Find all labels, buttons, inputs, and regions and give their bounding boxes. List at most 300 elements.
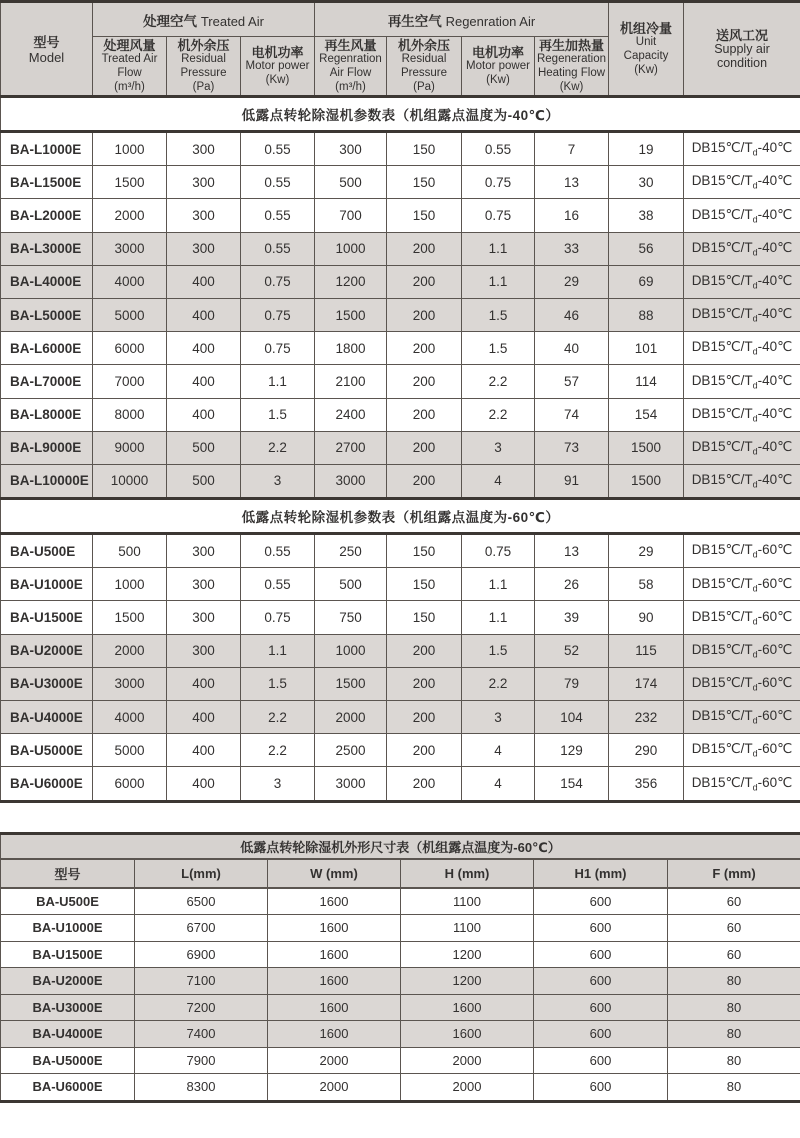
dimension-model-cell: BA-U4000E: [1, 1021, 135, 1048]
supply-suffix: -40℃: [757, 372, 793, 388]
supply-prefix: DB15℃/T: [691, 273, 753, 288]
value-cell: 9000: [93, 431, 167, 464]
dimension-value-cell: 80: [668, 1047, 800, 1074]
value-cell: 0.75: [241, 601, 315, 634]
dimension-value-cell: 600: [534, 994, 668, 1021]
value-cell: 29: [609, 534, 684, 568]
sub-column-header: [535, 37, 609, 97]
value-cell: 300: [167, 132, 241, 166]
value-cell: 7000: [93, 365, 167, 398]
dimension-value-cell: 1600: [268, 994, 401, 1021]
sub-column-header: [462, 37, 535, 97]
sub-header-en2: Air Flow: [329, 66, 372, 79]
value-cell: 150: [387, 199, 462, 232]
value-cell: 38: [609, 199, 684, 232]
value-cell: 91: [535, 464, 609, 498]
supply-subscript: d: [752, 782, 758, 793]
dimension-value-cell: 1100: [401, 915, 534, 942]
value-cell: 200: [387, 398, 462, 431]
supply-prefix: DB15℃/T: [691, 675, 753, 691]
value-cell: 300: [167, 601, 241, 634]
supply-prefix: DB15℃/T: [691, 641, 753, 657]
supply-subscript: d: [752, 583, 758, 594]
value-cell: 13: [535, 534, 609, 568]
value-cell: 13: [535, 166, 609, 199]
value-cell: 79: [535, 667, 609, 700]
sub-column-header: [387, 37, 462, 97]
supply-subscript: d: [752, 147, 758, 158]
dimension-value-cell: 600: [534, 1047, 668, 1074]
dimension-value-cell: 6500: [135, 888, 268, 915]
value-cell: 74: [535, 398, 609, 431]
value-cell: 0.55: [462, 132, 535, 166]
value-cell: 2.2: [462, 365, 535, 398]
value-cell: 1.1: [462, 601, 535, 634]
value-cell: 3000: [315, 464, 387, 498]
value-cell: 0.55: [241, 199, 315, 232]
dimension-model-cell: BA-U3000E: [1, 994, 135, 1021]
supply-prefix: DB15℃/T: [691, 206, 753, 222]
dimension-value-cell: 8300: [135, 1074, 268, 1102]
value-cell: 200: [387, 365, 462, 398]
value-cell: 300: [315, 132, 387, 166]
model-cell: BA-U5000E: [1, 734, 93, 767]
value-cell: 0.55: [241, 132, 315, 166]
value-cell: 174: [609, 667, 684, 700]
supply-prefix: DB15℃/T: [691, 405, 753, 421]
model-cell: BA-U1000E: [1, 568, 93, 601]
value-cell: 1000: [315, 634, 387, 667]
model-cell: BA-U1500E: [1, 601, 93, 634]
dimension-table-row: [1, 1047, 800, 1074]
value-cell: 56: [609, 232, 684, 265]
value-cell: 500: [167, 431, 241, 464]
supply-prefix: DB15℃/T: [691, 306, 753, 322]
unit-capacity-en1: Unit: [635, 36, 657, 48]
value-cell: 26: [535, 568, 609, 601]
sub-column-header: [167, 37, 241, 97]
model-cell: BA-L2000E: [1, 199, 93, 232]
model-cell: BA-L6000E: [1, 332, 93, 365]
supply-subscript: d: [752, 247, 758, 258]
value-cell: 8000: [93, 398, 167, 431]
supply-suffix: -40℃: [757, 239, 793, 255]
dimension-value-cell: 600: [534, 1074, 668, 1102]
supply-condition-cell: [684, 166, 800, 199]
value-cell: 2000: [315, 701, 387, 734]
model-cell: BA-U2000E: [1, 634, 93, 667]
dimension-value-cell: 1100: [401, 888, 534, 915]
value-cell: 400: [167, 265, 241, 298]
value-cell: 400: [167, 365, 241, 398]
supply-condition-cell: [684, 398, 800, 431]
value-cell: 150: [387, 568, 462, 601]
value-cell: 150: [387, 132, 462, 166]
value-cell: 2.2: [241, 701, 315, 734]
value-cell: 4: [462, 767, 535, 801]
supply-condition-cell: [684, 431, 800, 464]
value-cell: 4000: [93, 265, 167, 298]
supply-condition-cell: [684, 667, 800, 700]
supply-suffix: -40℃: [757, 206, 793, 222]
value-cell: 4: [462, 464, 535, 498]
section-title: 低露点转轮除湿机参数表（机组露点温度为-60℃）: [1, 499, 800, 534]
model-cell: BA-L1500E: [1, 166, 93, 199]
sub-column-header: [315, 37, 387, 97]
treated-air-en: Treated Air: [200, 13, 264, 29]
value-cell: 2.2: [462, 398, 535, 431]
table-row: [1, 166, 800, 199]
sub-header-en1: Regeneration: [536, 53, 607, 65]
value-cell: 0.55: [241, 534, 315, 568]
value-cell: 2.2: [241, 431, 315, 464]
dimension-model-cell: BA-U1500E: [1, 941, 135, 968]
value-cell: 150: [387, 166, 462, 199]
value-cell: 200: [387, 667, 462, 700]
value-cell: 6000: [93, 332, 167, 365]
value-cell: 2.2: [462, 667, 535, 700]
value-cell: 10000: [93, 464, 167, 498]
supply-subscript: d: [752, 715, 758, 726]
sub-header-zh: 再生风量: [324, 38, 377, 53]
supply-condition-cell: [684, 298, 800, 331]
supply-condition-cell: [684, 199, 800, 232]
supply-condition-cell: [684, 232, 800, 265]
value-cell: 2500: [315, 734, 387, 767]
sub-header-en1: Motor power: [466, 59, 530, 72]
value-cell: 400: [167, 701, 241, 734]
sub-header-unit: (Kw): [486, 74, 510, 87]
supply-suffix: -40℃: [757, 306, 793, 322]
sub-header-en2: Pressure: [180, 66, 227, 79]
table-row: [1, 634, 800, 667]
group-header-regeneration-air: [315, 2, 609, 37]
dimension-value-cell: 80: [668, 1021, 800, 1048]
dimension-value-cell: 60: [668, 941, 800, 968]
sub-header-zh: 再生加热量: [539, 38, 605, 53]
supply-prefix: DB15℃/T: [691, 542, 753, 558]
value-cell: 200: [387, 634, 462, 667]
value-cell: 200: [387, 464, 462, 498]
dimension-value-cell: 1600: [268, 1021, 401, 1048]
table-row: [1, 568, 800, 601]
dimension-value-cell: 2000: [401, 1047, 534, 1074]
dimension-table-row: [1, 1074, 800, 1102]
value-cell: 2000: [93, 199, 167, 232]
dimension-value-cell: 600: [534, 888, 668, 915]
supply-subscript: d: [752, 313, 758, 324]
supply-suffix: -60℃: [757, 608, 793, 624]
supply-condition-cell: [684, 464, 800, 498]
value-cell: 0.55: [241, 232, 315, 265]
value-cell: 40: [535, 332, 609, 365]
value-cell: 1000: [93, 568, 167, 601]
model-cell: BA-U6000E: [1, 767, 93, 801]
value-cell: 2000: [93, 634, 167, 667]
table-row: [1, 667, 800, 700]
supply-subscript: d: [752, 446, 758, 457]
sub-header-unit: (Kw): [265, 74, 290, 87]
unit-capacity-en2: Capacity: [623, 49, 669, 62]
value-cell: 1.5: [241, 667, 315, 700]
value-cell: 400: [167, 667, 241, 700]
value-cell: 5000: [93, 298, 167, 331]
supply-condition-cell: [684, 734, 800, 767]
value-cell: 1.1: [241, 634, 315, 667]
value-cell: 1.5: [241, 398, 315, 431]
value-cell: 300: [167, 568, 241, 601]
value-cell: 400: [167, 767, 241, 801]
value-cell: 1.5: [462, 298, 535, 331]
supply-suffix: -40℃: [757, 472, 793, 488]
dimension-value-cell: 1600: [401, 1021, 534, 1048]
value-cell: 29: [535, 265, 609, 298]
dimension-value-cell: 600: [534, 941, 668, 968]
value-cell: 700: [315, 199, 387, 232]
dimension-value-cell: 1200: [401, 941, 534, 968]
dimension-value-cell: 600: [534, 915, 668, 942]
sub-header-zh: 电机功率: [471, 44, 524, 60]
dimension-table-row: [1, 968, 800, 995]
supply-condition-cell: [684, 365, 800, 398]
value-cell: 1.1: [462, 265, 535, 298]
dimension-model-cell: BA-U500E: [1, 888, 135, 915]
supply-subscript: d: [752, 347, 758, 358]
value-cell: 1.1: [462, 568, 535, 601]
model-cell: BA-U4000E: [1, 701, 93, 734]
dimension-model-cell: BA-U2000E: [1, 968, 135, 995]
dimension-value-cell: 80: [668, 1074, 800, 1102]
value-cell: 150: [387, 534, 462, 568]
model-cell: BA-L3000E: [1, 232, 93, 265]
dimension-value-cell: 1600: [268, 888, 401, 915]
section-title: 低露点转轮除湿机参数表（机组露点温度为-40℃）: [1, 97, 800, 132]
dimension-value-cell: 600: [534, 968, 668, 995]
sub-header-zh: 电机功率: [251, 44, 304, 60]
dimension-value-cell: 6900: [135, 941, 268, 968]
table-row: [1, 365, 800, 398]
supply-condition-cell: [684, 534, 800, 568]
value-cell: 1000: [315, 232, 387, 265]
value-cell: 0.55: [241, 166, 315, 199]
value-cell: 129: [535, 734, 609, 767]
regeneration-air-zh: 再生空气: [387, 13, 442, 29]
supply-subscript: d: [752, 280, 758, 291]
model-header-zh: 型号: [33, 34, 60, 50]
table-row: [1, 601, 800, 634]
dimension-value-cell: 6700: [135, 915, 268, 942]
supply-subscript: d: [752, 550, 758, 560]
dimension-table-row: [1, 1021, 800, 1048]
value-cell: 1000: [93, 132, 167, 166]
value-cell: 300: [167, 199, 241, 232]
dimension-column-header: 型号: [1, 859, 135, 888]
sub-header-zh: 机外余压: [397, 38, 450, 53]
value-cell: 4: [462, 734, 535, 767]
dimension-column-header: F (mm): [668, 859, 800, 888]
dimension-table: [0, 832, 800, 1103]
value-cell: 232: [609, 701, 684, 734]
value-cell: 6000: [93, 767, 167, 801]
model-cell: BA-L10000E: [1, 464, 93, 498]
column-header-model: [1, 2, 93, 97]
regeneration-air-en: Regenration Air: [445, 13, 536, 29]
supply-subscript: d: [752, 181, 758, 192]
value-cell: 58: [609, 568, 684, 601]
value-cell: 2400: [315, 398, 387, 431]
value-cell: 400: [167, 298, 241, 331]
value-cell: 3: [462, 431, 535, 464]
supply-suffix: -60℃: [757, 774, 793, 790]
value-cell: 2.2: [241, 734, 315, 767]
sub-header-en1: Regenration: [319, 53, 382, 65]
sub-header-unit: (Kw): [559, 81, 584, 93]
supply-prefix: DB15℃/T: [691, 239, 753, 255]
supply-prefix: DB15℃/T: [691, 741, 753, 757]
model-header-en: Model: [28, 49, 65, 65]
value-cell: 0.75: [462, 534, 535, 568]
supply-subscript: d: [752, 616, 758, 627]
supply-suffix: -60℃: [757, 575, 793, 591]
value-cell: 90: [609, 601, 684, 634]
supply-suffix: -40℃: [757, 273, 793, 288]
supply-prefix: DB15℃/T: [691, 774, 753, 790]
value-cell: 300: [167, 634, 241, 667]
value-cell: 0.75: [241, 332, 315, 365]
value-cell: 1.5: [462, 332, 535, 365]
dimension-column-header: H1 (mm): [534, 859, 668, 888]
dimension-value-cell: 2000: [401, 1074, 534, 1102]
supply-air-zh: 送风工况: [716, 28, 769, 43]
value-cell: 154: [535, 767, 609, 801]
value-cell: 88: [609, 298, 684, 331]
value-cell: 200: [387, 701, 462, 734]
model-cell: BA-L4000E: [1, 265, 93, 298]
sub-header-zh: 机外余压: [177, 38, 230, 53]
group-header-treated-air: [93, 2, 315, 37]
sub-header-en1: Residual: [181, 53, 226, 65]
supply-prefix: DB15℃/T: [691, 608, 753, 624]
supply-prefix: DB15℃/T: [691, 339, 753, 355]
dimension-column-header: W (mm): [268, 859, 401, 888]
sub-header-en2: Heating Flow: [537, 66, 606, 79]
supply-condition-cell: [684, 132, 800, 166]
supply-condition-cell: [684, 601, 800, 634]
dimension-value-cell: 7400: [135, 1021, 268, 1048]
value-cell: 1.5: [462, 634, 535, 667]
supply-subscript: d: [752, 682, 758, 693]
value-cell: 154: [609, 398, 684, 431]
value-cell: 1500: [609, 431, 684, 464]
dimension-value-cell: 80: [668, 968, 800, 995]
model-cell: BA-U3000E: [1, 667, 93, 700]
dimension-column-header: L(mm): [135, 859, 268, 888]
value-cell: 33: [535, 232, 609, 265]
dimension-value-cell: 2000: [268, 1047, 401, 1074]
value-cell: 1800: [315, 332, 387, 365]
supply-prefix: DB15℃/T: [691, 575, 753, 591]
value-cell: 115: [609, 634, 684, 667]
value-cell: 1500: [93, 166, 167, 199]
value-cell: 2700: [315, 431, 387, 464]
value-cell: 200: [387, 298, 462, 331]
supply-prefix: DB15℃/T: [691, 472, 753, 488]
supply-air-en1: Supply air: [714, 42, 770, 56]
sub-header-en2: Pressure: [400, 66, 448, 79]
supply-suffix: -60℃: [757, 542, 793, 558]
supply-subscript: d: [752, 749, 758, 760]
table-row: [1, 199, 800, 232]
value-cell: 356: [609, 767, 684, 801]
dimension-table-row: [1, 888, 800, 915]
value-cell: 1500: [315, 667, 387, 700]
supply-suffix: -40℃: [757, 438, 793, 454]
value-cell: 3000: [93, 667, 167, 700]
dimension-value-cell: 7100: [135, 968, 268, 995]
sub-column-header: [93, 37, 167, 97]
value-cell: 0.75: [241, 298, 315, 331]
sub-header-en1: Residual: [401, 53, 447, 65]
dimension-model-cell: BA-U1000E: [1, 915, 135, 942]
supply-condition-cell: [684, 568, 800, 601]
value-cell: 7: [535, 132, 609, 166]
dimension-value-cell: 1600: [401, 994, 534, 1021]
dimension-value-cell: 1600: [268, 968, 401, 995]
value-cell: 104: [535, 701, 609, 734]
supply-condition-cell: [684, 265, 800, 298]
value-cell: 39: [535, 601, 609, 634]
value-cell: 500: [167, 464, 241, 498]
supply-prefix: DB15℃/T: [691, 438, 753, 454]
dimension-value-cell: 60: [668, 915, 800, 942]
value-cell: 46: [535, 298, 609, 331]
value-cell: 200: [387, 734, 462, 767]
model-cell: BA-L1000E: [1, 132, 93, 166]
value-cell: 400: [167, 398, 241, 431]
dimension-value-cell: 1600: [268, 915, 401, 942]
value-cell: 1200: [315, 265, 387, 298]
supply-subscript: d: [752, 214, 758, 225]
supply-suffix: -40℃: [757, 173, 793, 189]
value-cell: 1.1: [462, 232, 535, 265]
value-cell: 200: [387, 431, 462, 464]
model-cell: BA-L5000E: [1, 298, 93, 331]
table-row: [1, 734, 800, 767]
dimension-value-cell: 1200: [401, 968, 534, 995]
sub-header-en2: Flow: [117, 66, 142, 79]
sub-column-header: [241, 37, 315, 97]
supply-subscript: d: [752, 649, 758, 660]
value-cell: 300: [167, 534, 241, 568]
model-cell: BA-L7000E: [1, 365, 93, 398]
value-cell: 101: [609, 332, 684, 365]
value-cell: 114: [609, 365, 684, 398]
supply-prefix: DB15℃/T: [691, 140, 753, 156]
unit-capacity-zh: 机组冷量: [620, 21, 673, 36]
column-header-supply-air: [684, 2, 800, 97]
value-cell: 300: [167, 166, 241, 199]
value-cell: 1.1: [241, 365, 315, 398]
supply-condition-cell: [684, 701, 800, 734]
dimension-table-row: [1, 941, 800, 968]
sub-header-unit: (Pa): [413, 81, 435, 93]
dimension-value-cell: 1600: [268, 941, 401, 968]
table-row: [1, 132, 800, 166]
treated-air-zh: 处理空气: [143, 13, 198, 29]
table-row: [1, 767, 800, 801]
value-cell: 3: [462, 701, 535, 734]
table-row: [1, 232, 800, 265]
